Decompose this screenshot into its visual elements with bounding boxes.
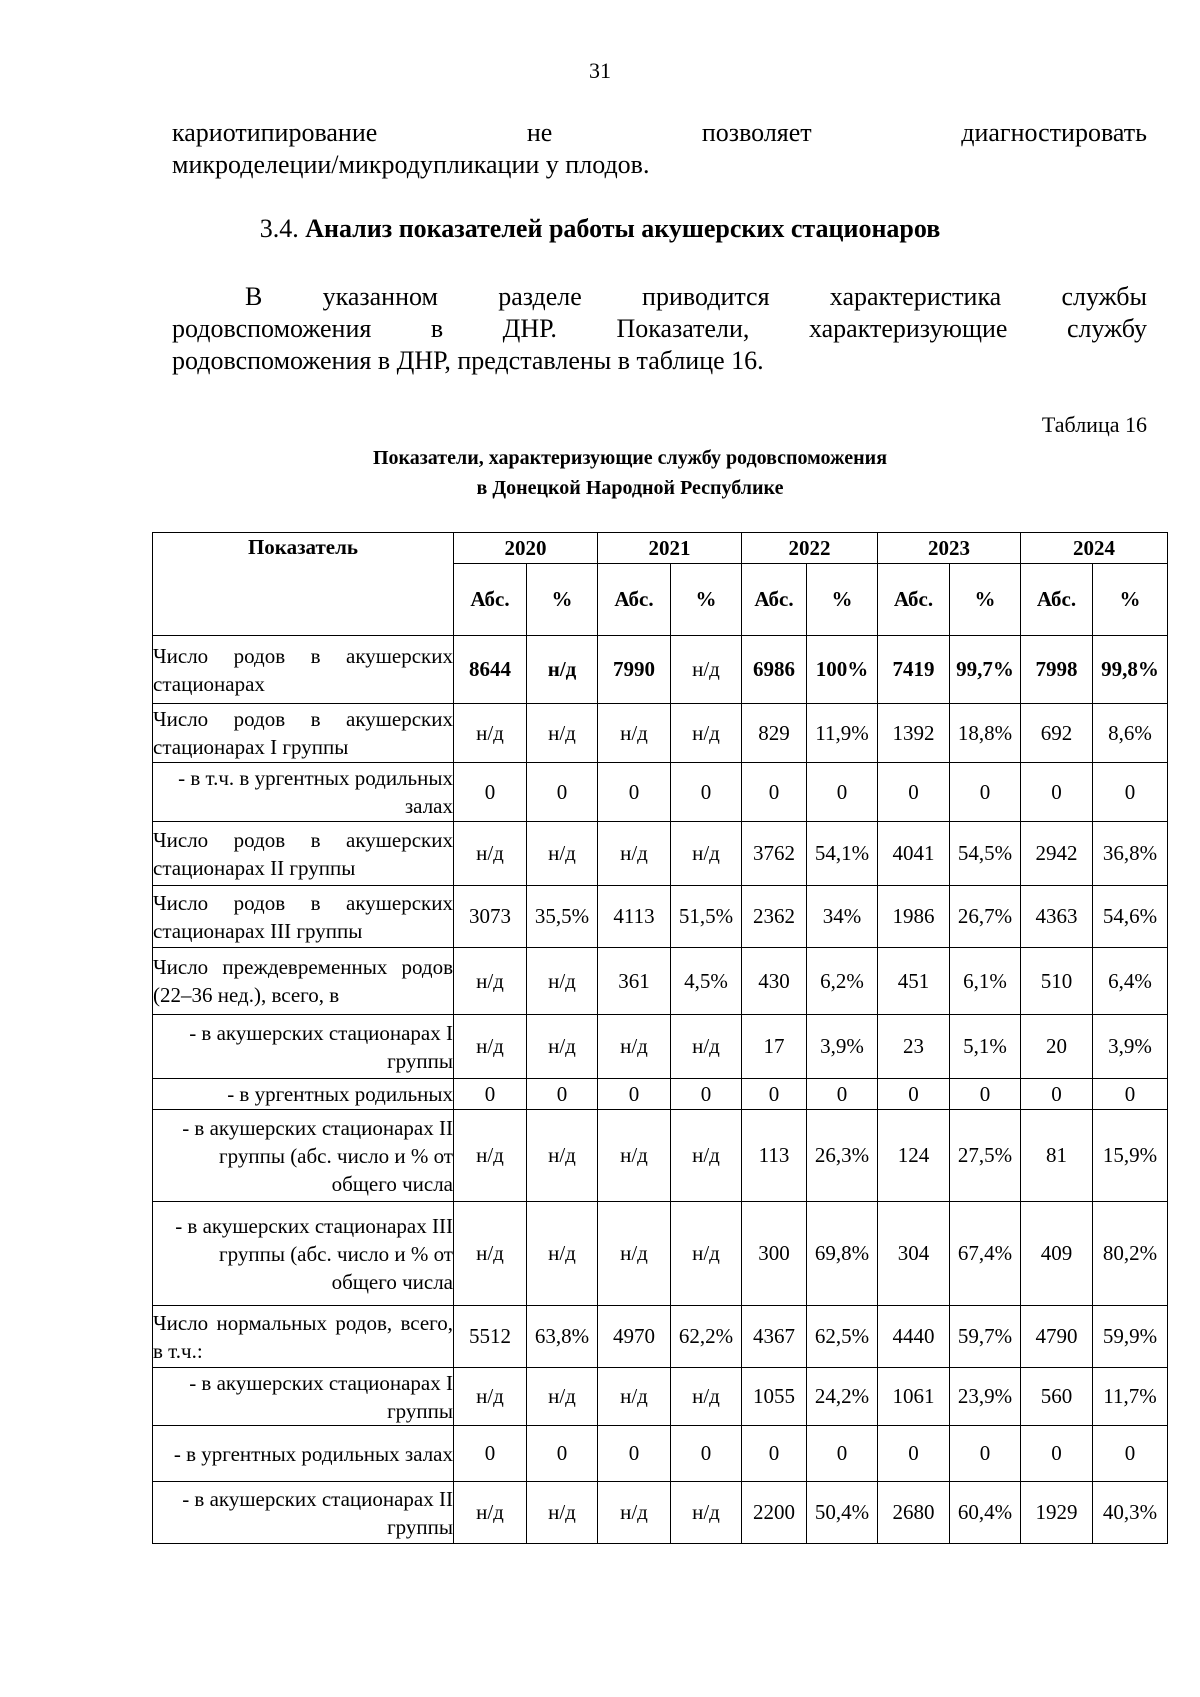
value-cell: 0 — [950, 763, 1021, 822]
value-cell: 0 — [742, 1079, 807, 1110]
row-label — [153, 1426, 454, 1482]
value-cell: н/д — [527, 704, 598, 763]
row-label-text: - в акушерских стационарах III группы (абс. число и % от общего числа — [175, 1213, 453, 1294]
value-cell: н/д — [598, 1110, 671, 1202]
value-cell: 0 — [598, 1426, 671, 1482]
value-cell: 2942 — [1021, 822, 1093, 886]
value-cell: 409 — [1021, 1202, 1093, 1306]
value-cell: 0 — [671, 763, 742, 822]
row-label — [153, 1202, 454, 1306]
value-cell: 0 — [1093, 1426, 1168, 1482]
table-row — [153, 1482, 1168, 1544]
row-label-text: - в т.ч. в ургентных родильных залах — [178, 766, 453, 818]
table-row — [153, 822, 1168, 886]
value-cell: н/д — [598, 1015, 671, 1079]
value-cell: 4113 — [598, 886, 671, 948]
value-cell: н/д — [454, 822, 527, 886]
table-row — [153, 1110, 1168, 1202]
row-label — [153, 1306, 454, 1368]
table-row — [153, 1368, 1168, 1426]
value-cell: 0 — [742, 763, 807, 822]
table-row — [153, 636, 1168, 704]
row-label-text: Число родов в акушерских стационарах — [153, 643, 453, 696]
value-cell: 59,7% — [950, 1306, 1021, 1368]
value-cell: 0 — [878, 1079, 950, 1110]
row-label-text: - в акушерских стационарах I группы — [189, 1370, 453, 1423]
row-label — [153, 1368, 454, 1426]
value-cell: 15,9% — [1093, 1110, 1168, 1202]
value-cell: 27,5% — [950, 1110, 1021, 1202]
value-cell: 63,8% — [527, 1306, 598, 1368]
table-row — [153, 763, 1168, 822]
value-cell: 0 — [671, 1426, 742, 1482]
intro-word: позволяет — [701, 118, 812, 147]
row-label-text: - в ургентных родильных — [227, 1082, 453, 1106]
value-cell: 6,1% — [950, 948, 1021, 1015]
year-header-row — [153, 533, 1168, 564]
value-cell: 0 — [671, 1079, 742, 1110]
value-cell: 0 — [878, 1426, 950, 1482]
value-cell: 0 — [807, 763, 878, 822]
pct-header: % — [1093, 564, 1168, 636]
table-row — [153, 1015, 1168, 1079]
value-cell: 81 — [1021, 1110, 1093, 1202]
value-cell: н/д — [671, 1482, 742, 1544]
value-cell: н/д — [671, 704, 742, 763]
value-cell: н/д — [454, 1368, 527, 1426]
value-cell: 20 — [1021, 1015, 1093, 1079]
value-cell: 1929 — [1021, 1482, 1093, 1544]
value-cell: 6,2% — [807, 948, 878, 1015]
value-cell: н/д — [454, 1110, 527, 1202]
body-line-3: родовспоможения в ДНР, представлены в таблице 16. — [172, 346, 764, 375]
table-title-line-1: Показатели, характеризующие службу родовспоможения — [372, 447, 888, 469]
row-label — [153, 704, 454, 763]
value-cell: 7998 — [1021, 636, 1093, 704]
value-cell: 4970 — [598, 1306, 671, 1368]
value-cell: 11,9% — [807, 704, 878, 763]
row-label — [153, 636, 454, 704]
body-paragraph — [172, 281, 1147, 377]
value-cell: 23 — [878, 1015, 950, 1079]
value-cell: н/д — [454, 948, 527, 1015]
abs-header: Абс. — [598, 564, 671, 636]
abs-header: Абс. — [1021, 564, 1093, 636]
value-cell: 361 — [598, 948, 671, 1015]
section-title: Анализ показателей работы акушерских стационаров — [305, 214, 941, 243]
body-word: разделе — [498, 282, 582, 311]
birth-statistics-table — [152, 532, 1168, 1544]
value-cell: 5,1% — [950, 1015, 1021, 1079]
year-header: 2023 — [878, 533, 1021, 564]
value-cell: 1055 — [742, 1368, 807, 1426]
value-cell: н/д — [598, 822, 671, 886]
value-cell: н/д — [454, 1202, 527, 1306]
table-title-line-2: в Донецкой Народной Республике — [476, 477, 784, 499]
value-cell: н/д — [671, 1110, 742, 1202]
value-cell: н/д — [527, 1110, 598, 1202]
value-cell: 18,8% — [950, 704, 1021, 763]
value-cell: 80,2% — [1093, 1202, 1168, 1306]
value-cell: 51,5% — [671, 886, 742, 948]
table-row — [153, 948, 1168, 1015]
body-word: службу — [1066, 314, 1147, 343]
value-cell: н/д — [598, 1202, 671, 1306]
value-cell: 59,9% — [1093, 1306, 1168, 1368]
value-cell: 1986 — [878, 886, 950, 948]
value-cell: 829 — [742, 704, 807, 763]
value-cell: н/д — [671, 822, 742, 886]
value-cell: 34% — [807, 886, 878, 948]
value-cell: 4367 — [742, 1306, 807, 1368]
value-cell: 430 — [742, 948, 807, 1015]
value-cell: 4363 — [1021, 886, 1093, 948]
value-cell: 0 — [598, 763, 671, 822]
table-row — [153, 1426, 1168, 1482]
value-cell: 0 — [1021, 763, 1093, 822]
section-heading — [0, 213, 1200, 245]
value-cell: н/д — [671, 1015, 742, 1079]
value-cell: 3,9% — [1093, 1015, 1168, 1079]
table-row — [153, 1202, 1168, 1306]
value-cell: 0 — [950, 1426, 1021, 1482]
row-label — [153, 1079, 454, 1110]
intro-word: кариотипирование — [172, 118, 378, 147]
value-cell: 1392 — [878, 704, 950, 763]
body-word: приводится — [642, 282, 770, 311]
pct-header: % — [950, 564, 1021, 636]
row-label-text: Число преждевременных родов (22–36 нед.), всего, в — [153, 955, 453, 1007]
value-cell: 40,3% — [1093, 1482, 1168, 1544]
value-cell: н/д — [527, 948, 598, 1015]
row-label — [153, 948, 454, 1015]
intro-paragraph — [172, 117, 1147, 181]
value-cell: 36,8% — [1093, 822, 1168, 886]
value-cell: 0 — [454, 763, 527, 822]
value-cell: 0 — [454, 1079, 527, 1110]
value-cell: 17 — [742, 1015, 807, 1079]
value-cell: 0 — [1093, 1079, 1168, 1110]
value-cell: 1061 — [878, 1368, 950, 1426]
body-word: характеризующие — [808, 314, 1008, 343]
value-cell: 510 — [1021, 948, 1093, 1015]
value-cell: н/д — [454, 704, 527, 763]
value-cell: 3073 — [454, 886, 527, 948]
value-cell: 26,7% — [950, 886, 1021, 948]
row-label-text: Число родов в акушерских стационарах II группы — [153, 827, 453, 880]
value-cell: 0 — [527, 1079, 598, 1110]
page-number: 31 — [589, 58, 611, 83]
value-cell: 7419 — [878, 636, 950, 704]
pct-header: % — [807, 564, 878, 636]
body-line-1 — [172, 281, 1147, 313]
value-cell: 0 — [807, 1079, 878, 1110]
body-word: Показатели, — [616, 314, 750, 343]
value-cell: 0 — [1021, 1426, 1093, 1482]
value-cell: н/д — [598, 1482, 671, 1544]
pct-header: % — [671, 564, 742, 636]
value-cell: 4041 — [878, 822, 950, 886]
row-label-text: - в ургентных родильных залах — [173, 1441, 453, 1466]
body-line-2 — [172, 313, 1147, 345]
indicator-header: Показатель — [153, 533, 454, 636]
value-cell: 0 — [1021, 1079, 1093, 1110]
value-cell: 0 — [1093, 763, 1168, 822]
table-row — [153, 704, 1168, 763]
row-label — [153, 1015, 454, 1079]
value-cell: 0 — [598, 1079, 671, 1110]
value-cell: н/д — [671, 1368, 742, 1426]
body-word: характеристика — [829, 282, 1002, 311]
value-cell: 99,8% — [1093, 636, 1168, 704]
value-cell: н/д — [454, 1482, 527, 1544]
value-cell: 451 — [878, 948, 950, 1015]
value-cell: 3,9% — [807, 1015, 878, 1079]
value-cell: 62,5% — [807, 1306, 878, 1368]
abs-header: Абс. — [878, 564, 950, 636]
value-cell: 0 — [742, 1426, 807, 1482]
value-cell: 113 — [742, 1110, 807, 1202]
value-cell: 54,6% — [1093, 886, 1168, 948]
value-cell: н/д — [527, 1202, 598, 1306]
intro-line-1 — [172, 117, 1147, 149]
table-row — [153, 1079, 1168, 1110]
value-cell: 11,7% — [1093, 1368, 1168, 1426]
value-cell: 60,4% — [950, 1482, 1021, 1544]
row-label — [153, 1110, 454, 1202]
value-cell: 100% — [807, 636, 878, 704]
row-label-text: - в акушерских стационарах I группы — [189, 1020, 453, 1073]
value-cell: 2680 — [878, 1482, 950, 1544]
row-label-text: - в акушерских стационарах II группы (абс. число и % от общего числа — [182, 1115, 453, 1196]
value-cell: 304 — [878, 1202, 950, 1306]
value-cell: н/д — [671, 636, 742, 704]
section-number: 3.4. — [259, 214, 299, 243]
value-cell: 8644 — [454, 636, 527, 704]
value-cell: н/д — [527, 822, 598, 886]
value-cell: н/д — [598, 704, 671, 763]
abs-header: Абс. — [742, 564, 807, 636]
value-cell: 2200 — [742, 1482, 807, 1544]
value-cell: 4440 — [878, 1306, 950, 1368]
value-cell: 67,4% — [950, 1202, 1021, 1306]
value-cell: 0 — [878, 763, 950, 822]
body-word: В — [245, 282, 263, 311]
value-cell: 23,9% — [950, 1368, 1021, 1426]
value-cell: н/д — [598, 1368, 671, 1426]
value-cell: н/д — [527, 636, 598, 704]
row-label — [153, 886, 454, 948]
table-row — [153, 1306, 1168, 1368]
value-cell: 62,2% — [671, 1306, 742, 1368]
abs-header: Абс. — [454, 564, 527, 636]
intro-word: диагностировать — [961, 118, 1147, 147]
row-label-text: Число родов в акушерских стационарах III группы — [153, 890, 453, 943]
row-label — [153, 763, 454, 822]
row-label — [153, 1482, 454, 1544]
value-cell: 99,7% — [950, 636, 1021, 704]
table-title — [0, 443, 1200, 503]
value-cell: 69,8% — [807, 1202, 878, 1306]
pct-header: % — [527, 564, 598, 636]
value-cell: н/д — [527, 1015, 598, 1079]
value-cell: 0 — [527, 763, 598, 822]
value-cell: 3762 — [742, 822, 807, 886]
value-cell: 560 — [1021, 1368, 1093, 1426]
year-header: 2020 — [454, 533, 598, 564]
table-row — [153, 886, 1168, 948]
body-word: указанном — [322, 282, 438, 311]
table-label: Таблица 16 — [1041, 412, 1147, 437]
value-cell: н/д — [671, 1202, 742, 1306]
value-cell: 5512 — [454, 1306, 527, 1368]
row-label-text: - в акушерских стационарах II группы — [182, 1486, 453, 1539]
body-word: в — [430, 314, 444, 343]
row-label — [153, 822, 454, 886]
table-body — [153, 636, 1168, 1544]
value-cell: 26,3% — [807, 1110, 878, 1202]
value-cell: 54,1% — [807, 822, 878, 886]
year-header: 2022 — [742, 533, 878, 564]
value-cell: н/д — [527, 1368, 598, 1426]
value-cell: 300 — [742, 1202, 807, 1306]
value-cell: н/д — [454, 1015, 527, 1079]
value-cell: 4,5% — [671, 948, 742, 1015]
intro-word: не — [526, 118, 553, 147]
intro-line-2: микроделеции/микродупликации у плодов. — [172, 150, 650, 179]
value-cell: н/д — [527, 1482, 598, 1544]
value-cell: 50,4% — [807, 1482, 878, 1544]
value-cell: 54,5% — [950, 822, 1021, 886]
value-cell: 0 — [454, 1426, 527, 1482]
value-cell: 0 — [807, 1426, 878, 1482]
value-cell: 692 — [1021, 704, 1093, 763]
value-cell: 124 — [878, 1110, 950, 1202]
year-header: 2021 — [598, 533, 742, 564]
body-word: службы — [1061, 282, 1147, 311]
row-label-text: Число родов в акушерских стационарах I группы — [153, 707, 453, 759]
value-cell: 8,6% — [1093, 704, 1168, 763]
year-header: 2024 — [1021, 533, 1168, 564]
body-word: родовспоможения — [172, 314, 372, 343]
body-word: ДНР. — [502, 314, 557, 343]
value-cell: 0 — [527, 1426, 598, 1482]
value-cell: 7990 — [598, 636, 671, 704]
value-cell: 35,5% — [527, 886, 598, 948]
value-cell: 4790 — [1021, 1306, 1093, 1368]
value-cell: 24,2% — [807, 1368, 878, 1426]
value-cell: 6986 — [742, 636, 807, 704]
row-label-text: Число нормальных родов, всего, в т.ч.: — [153, 1310, 453, 1363]
value-cell: 0 — [950, 1079, 1021, 1110]
value-cell: 6,4% — [1093, 948, 1168, 1015]
value-cell: 2362 — [742, 886, 807, 948]
